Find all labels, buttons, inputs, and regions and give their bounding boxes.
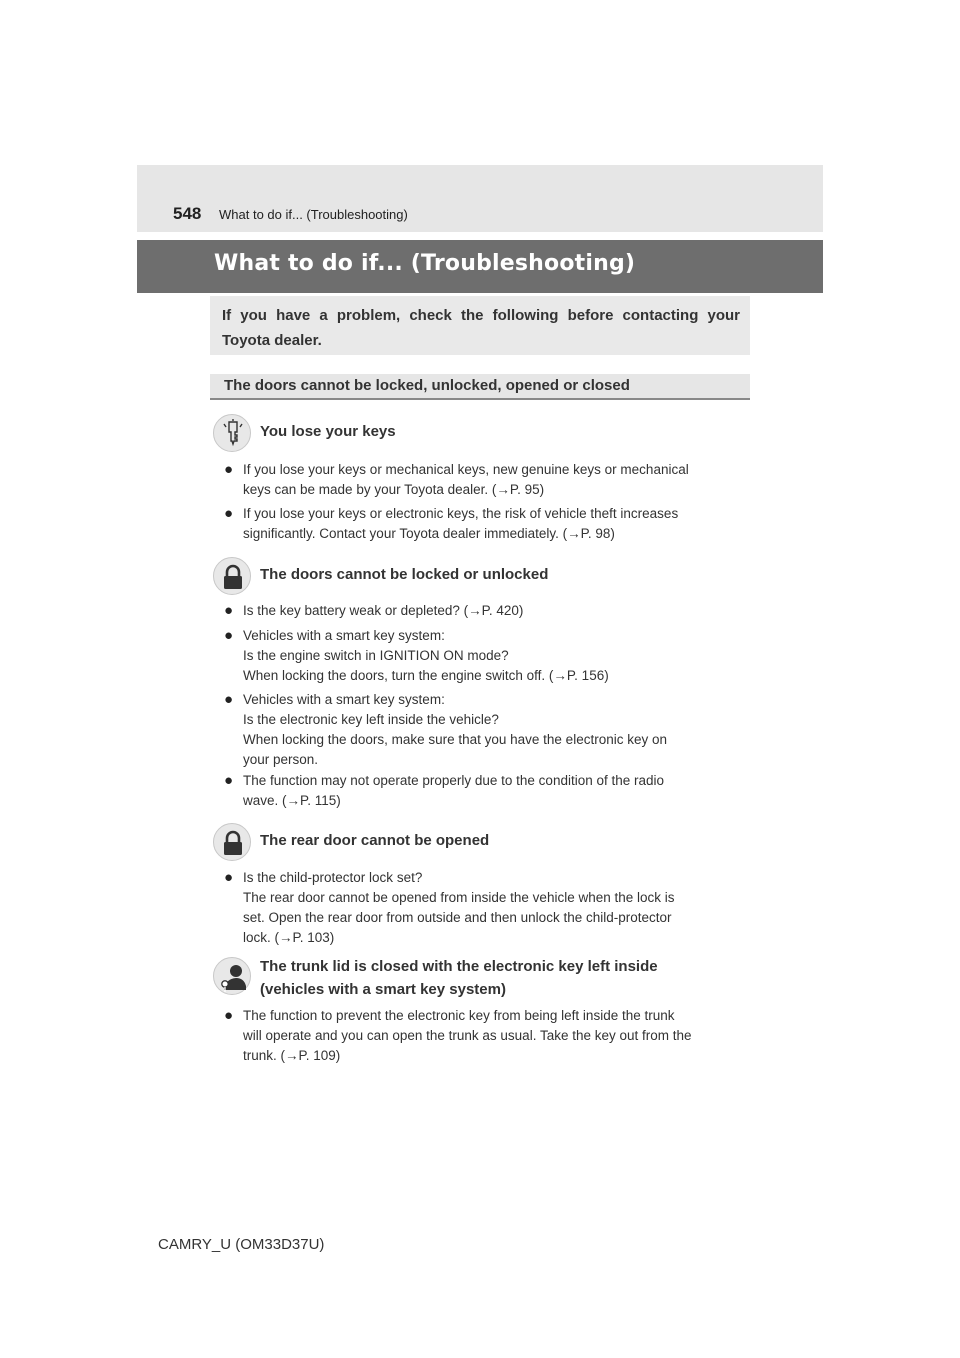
subsection-heading-rear-door: The rear door cannot be opened [260,832,490,849]
bullet-icon: ● [224,627,234,644]
running-title: What to do if... (Troubleshooting) [219,207,408,222]
bullet-icon: ● [224,505,234,522]
bullet-icon: ● [224,602,234,619]
person-key-icon [213,957,251,995]
subsection-heading-cannot-lock: The doors cannot be locked or unlocked [260,566,549,583]
page-number: 548 [173,204,202,223]
list-item: The function to prevent the electronic key from being left inside the trunk will operate and you can open the trunk as usual. Take the key out from the trunk. (→P. 109) [243,1008,692,1063]
subsection-heading-trunk-lid: The trunk lid is closed with the electronic key left inside (vehicles with a smart key system) [260,958,658,998]
page-title: What to do if... (Troubleshooting) [214,251,636,276]
subsection-heading-lost-keys: You lose your keys [260,423,396,440]
list-item: If you lose your keys or mechanical keys, new genuine keys or mechanical keys can be made by your Toyota dealer. (→P. 95) [243,462,689,497]
bullet-icon: ● [224,869,234,886]
padlock-icon [213,823,251,861]
footer-model-code: CAMRY_U (OM33D37U) [158,1236,325,1253]
list-item: Is the child-protector lock set? The rear door cannot be opened from inside the vehicle when the lock is set. Open the rear door from outside and then unlock the child-protector lock. (→P. 103) [243,870,675,945]
list-item: Is the key battery weak or depleted? (→P. 420) [243,603,524,618]
bullet-icon: ● [224,772,234,789]
key-icon [213,414,251,452]
bullet-icon: ● [224,691,234,708]
bullet-icon: ● [224,461,234,478]
list-item: Vehicles with a smart key system: Is the electronic key left inside the vehicle? When locking the doors, make sure that you have the electronic key on your person. [243,692,667,767]
bullet-icon: ● [224,1007,234,1024]
section-heading: The doors cannot be locked, unlocked, opened or closed [224,377,630,394]
list-item: The function may not operate properly due to the condition of the radio wave. (→P. 115) [243,773,665,808]
padlock-icon [213,557,251,595]
list-item: If you lose your keys or electronic keys, the risk of vehicle theft increases significantly. Contact your Toyota dealer immediately. (→P. 98) [243,506,679,541]
intro-text: If you have a problem, check the following before contacting your Toyota dealer. [222,307,740,349]
list-item: Vehicles with a smart key system: Is the engine switch in IGNITION ON mode? When locking the doors, turn the engine switch off. (→P. 156) [243,628,609,683]
